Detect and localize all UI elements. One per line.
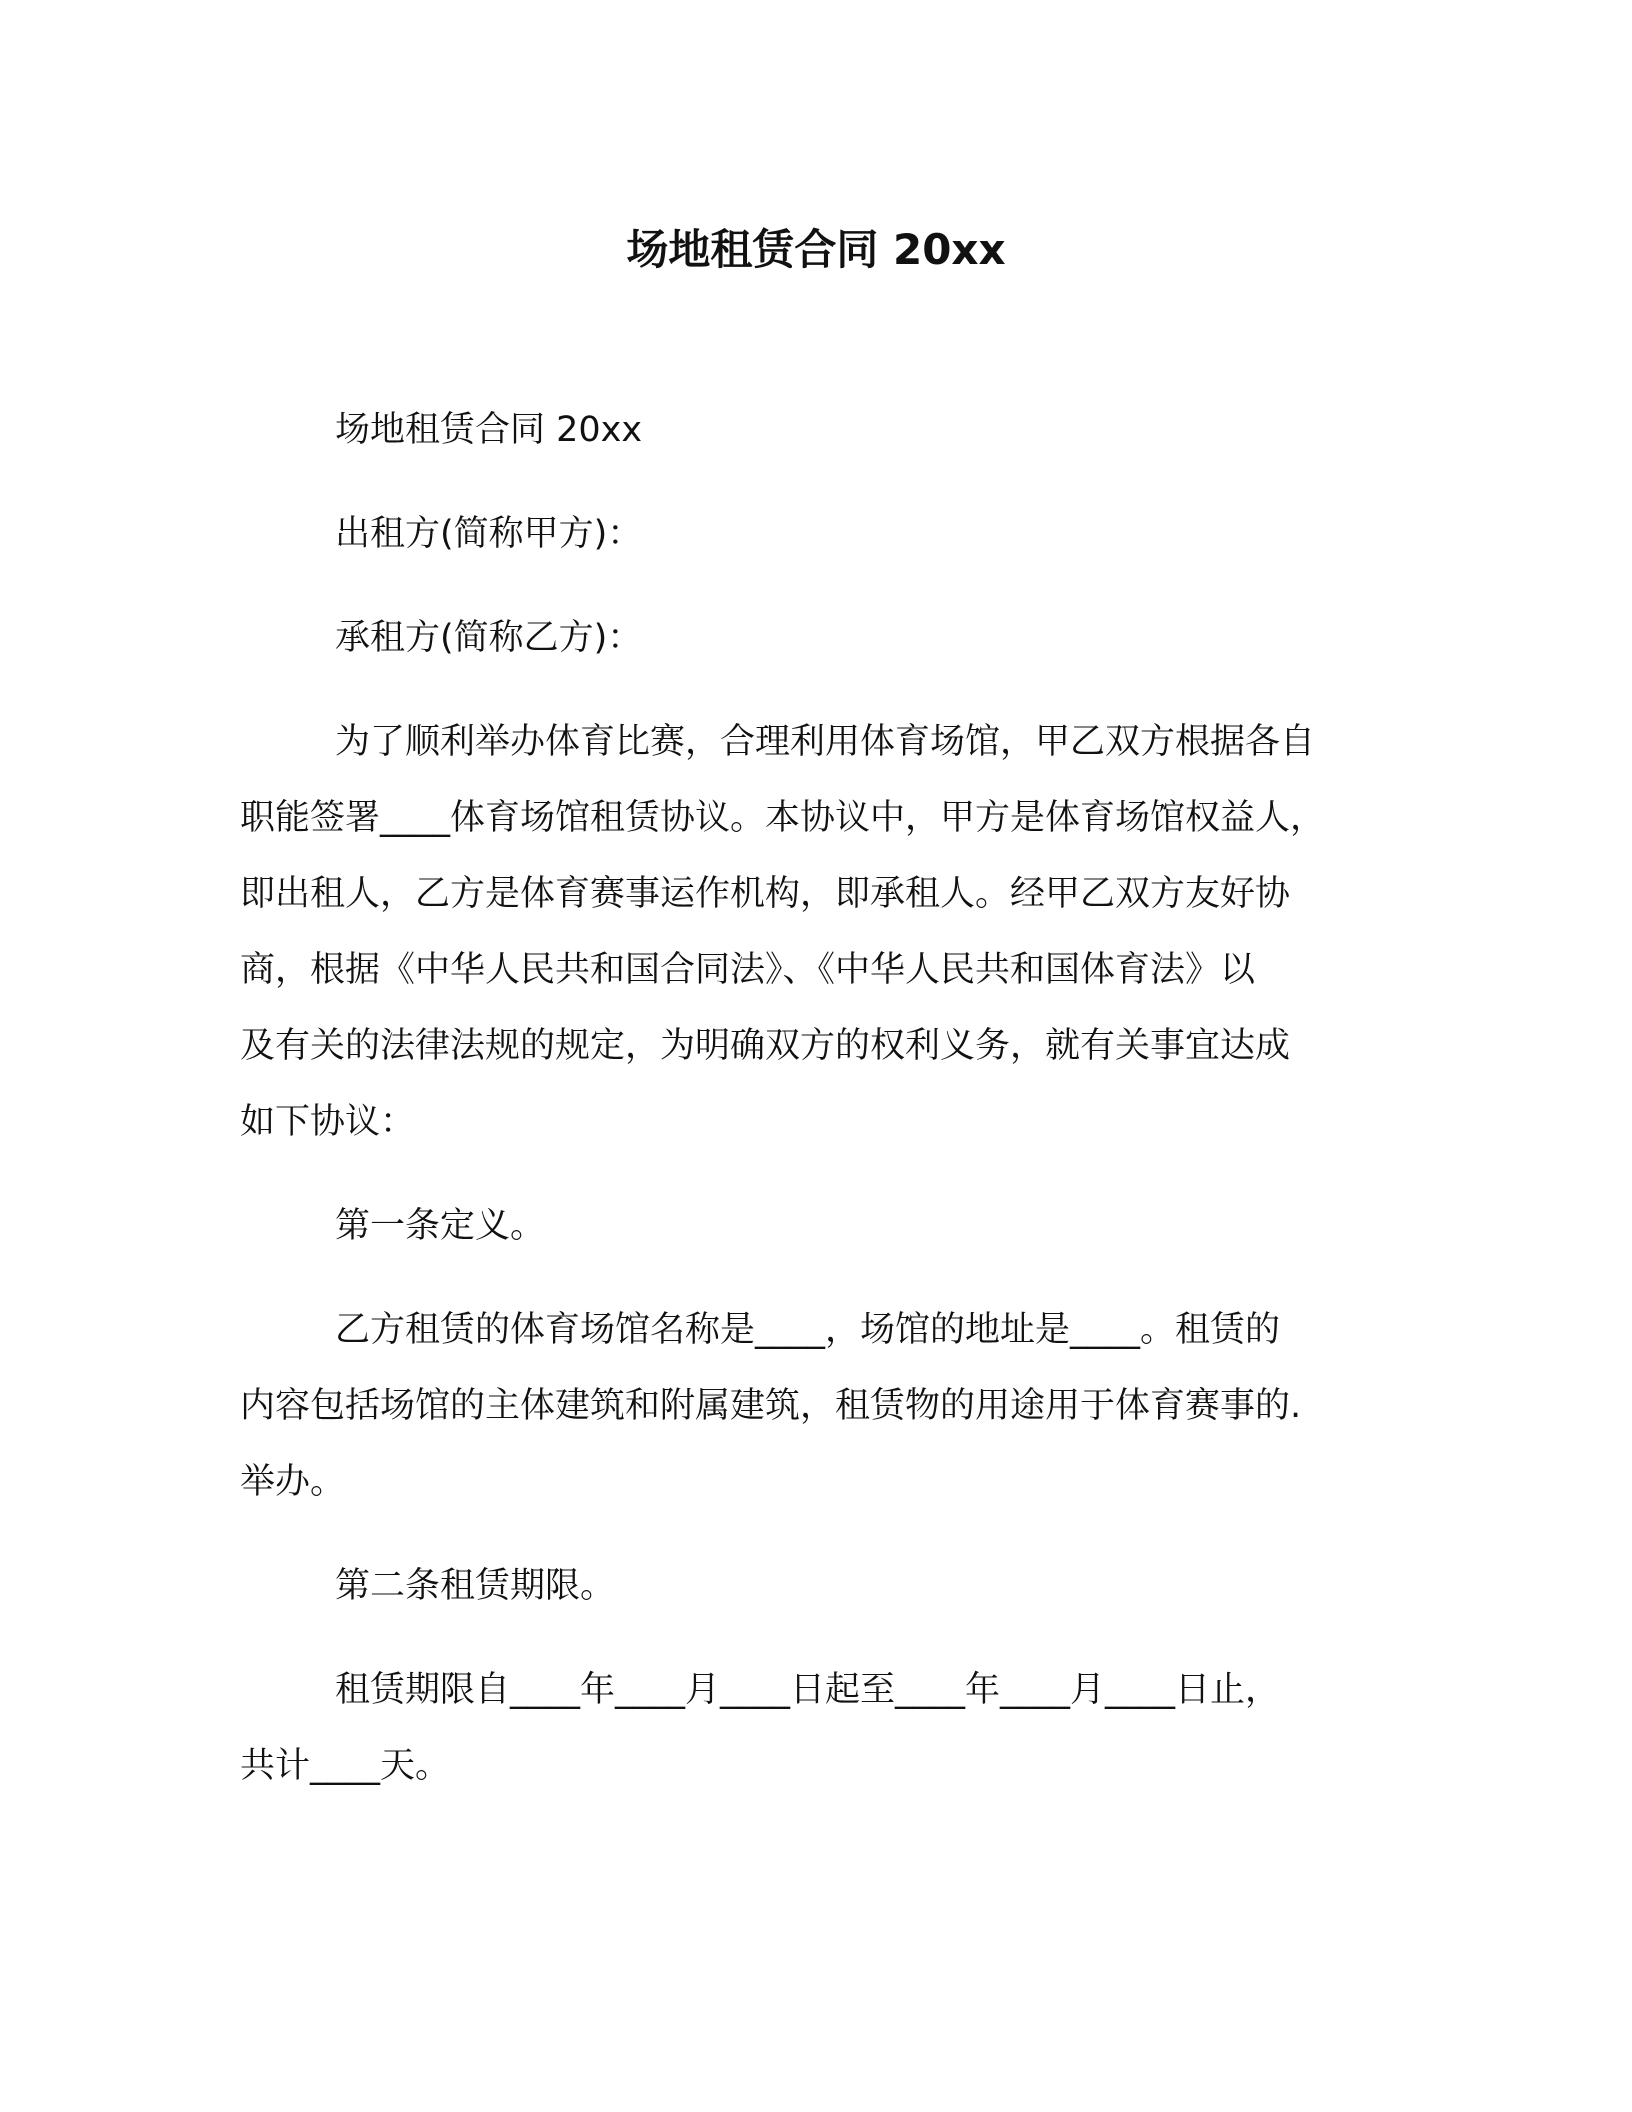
text-line: 如下协议： — [240, 1102, 416, 1142]
document-title: 场地租赁合同 20xx — [626, 225, 1006, 274]
text-line: 内容包括场馆的主体建筑和附属建筑，租赁物的用途用于体育赛事的. — [240, 1386, 1302, 1426]
paragraph-article-2-heading — [240, 1548, 1400, 1624]
paragraph-preamble — [240, 704, 1400, 1160]
text-line: 职能签署____体育场馆租赁协议。本协议中，甲方是体育场馆权益人， — [240, 798, 1326, 838]
text-line: 乙方租赁的体育场馆名称是____，场馆的地址是____。租赁的 — [335, 1310, 1281, 1350]
paragraph-article-2-body — [240, 1652, 1400, 1804]
text-line: 租赁期限自____年____月____日起至____年____月____日止， — [335, 1670, 1281, 1710]
paragraph-lessor — [240, 496, 1400, 572]
text-line: 即出租人，乙方是体育赛事运作机构，即承租人。经甲乙双方友好协 — [240, 874, 1291, 914]
paragraph-article-1-heading — [240, 1188, 1400, 1264]
paragraph-lessee — [240, 600, 1400, 676]
document-body — [240, 392, 1400, 1832]
text-line: 出租方(简称甲方)： — [335, 514, 643, 554]
text-line: 及有关的法律法规的规定，为明确双方的权利义务，就有关事宜达成 — [240, 1026, 1291, 1066]
text-line: 举办。 — [240, 1462, 346, 1502]
text-line: 商，根据《中华人民共和国合同法》、《中华人民共和国体育法》以 — [240, 950, 1256, 990]
text-line: 第一条定义。 — [335, 1206, 546, 1246]
text-line: 第二条租赁期限。 — [335, 1566, 616, 1606]
paragraph-article-1-body — [240, 1292, 1400, 1520]
text-line: 场地租赁合同 20xx — [335, 410, 643, 450]
text-line: 共计____天。 — [240, 1746, 451, 1786]
text-line: 承租方(简称乙方)： — [335, 618, 643, 658]
text-line: 为了顺利举办体育比赛，合理利用体育场馆，甲乙双方根据各自 — [335, 722, 1316, 762]
paragraph-heading-repeat — [240, 392, 1400, 468]
